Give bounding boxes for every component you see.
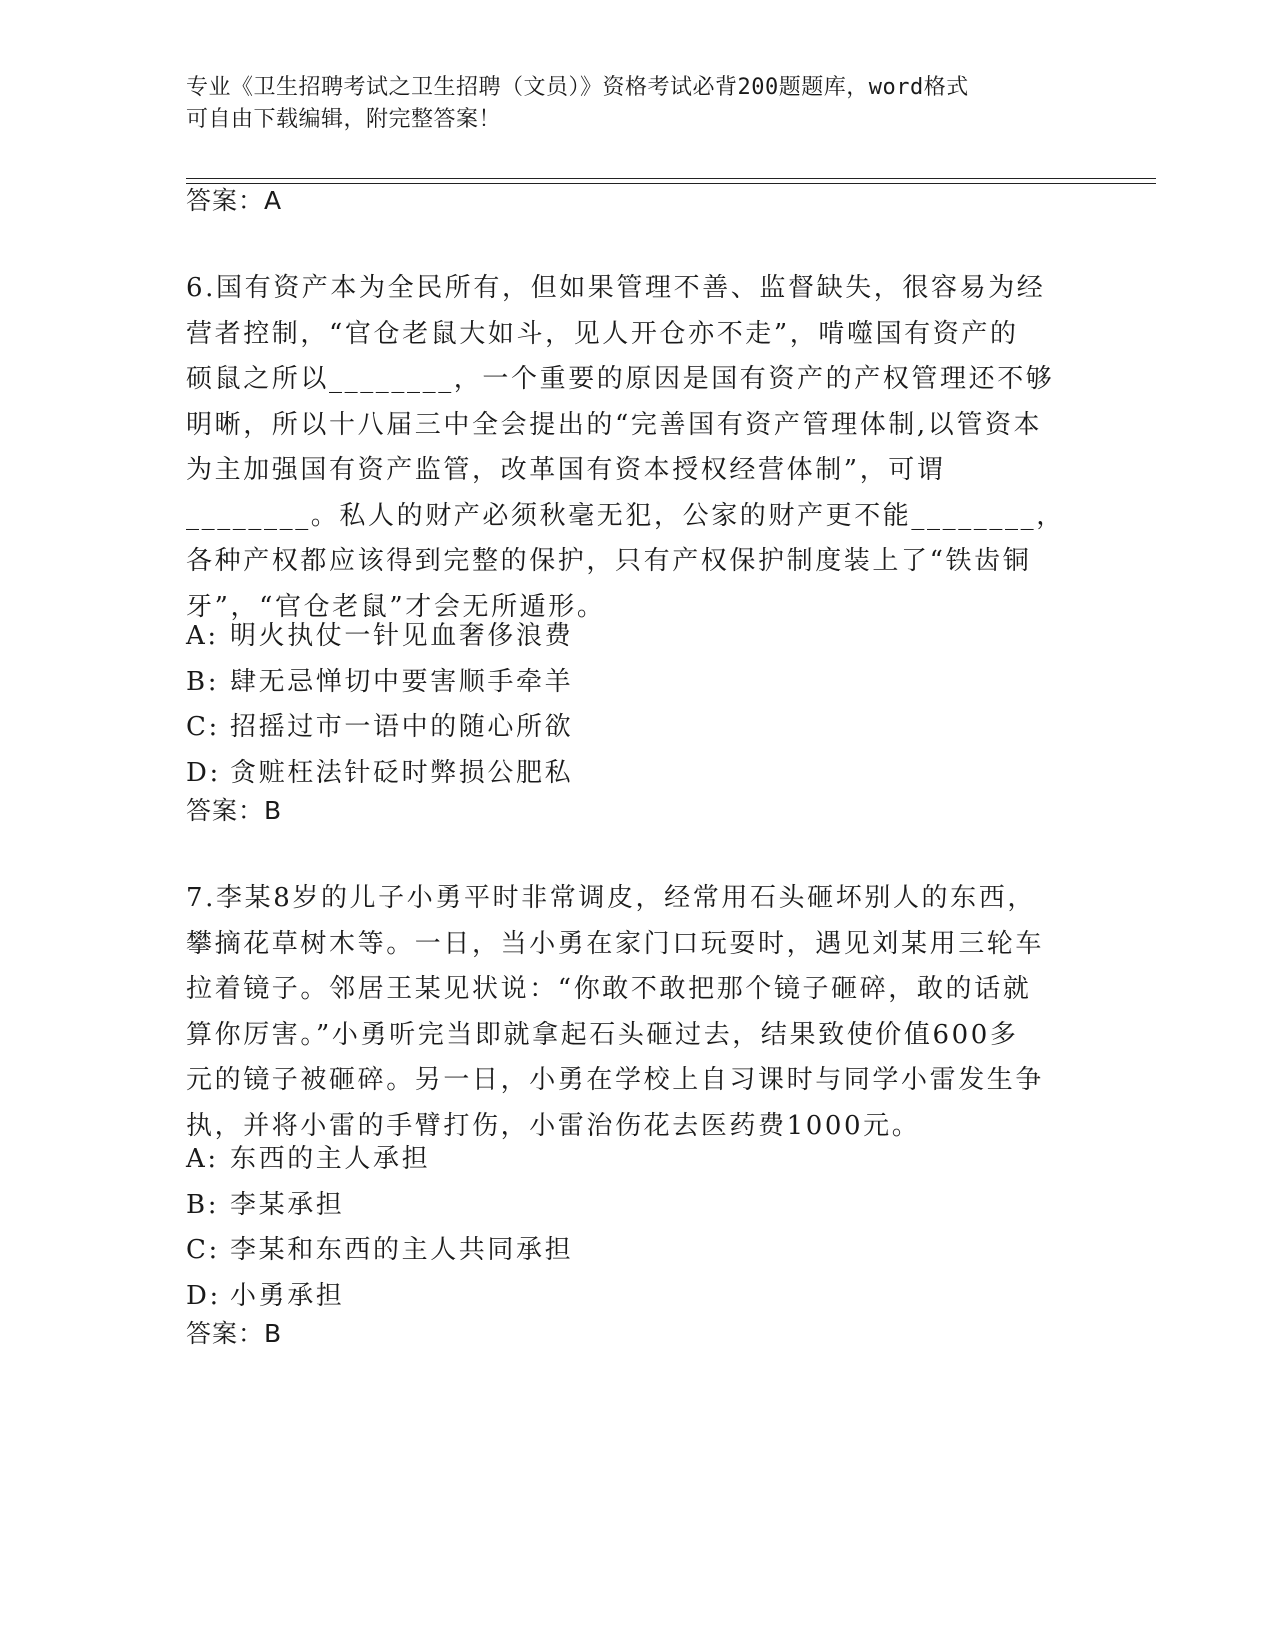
option-c [186,1228,573,1274]
question-line: 拉着镜子。邻居王某见状说：“你敢不敢把那个镜子砸碎，敢的话就 [186,974,1032,1004]
option-key: B: [186,666,220,697]
question-line: 执，并将小雷的手臂打伤，小雷治伤花去医药费1000元。 [186,1110,921,1141]
option-text: 明火执仗一针见血奢侈浪费 [230,621,574,651]
option-b [186,1183,573,1229]
question-line: ________。私人的财产必须秋毫无犯，公家的财产更不能________， [186,500,1065,531]
header-divider-bottom [186,183,1156,184]
question-7-text [186,876,1076,1149]
option-a [186,614,573,660]
previous-answer: 答案：A [186,186,283,215]
question-line: 营者控制，“官仓老鼠大如斗，见人开仓亦不走”，啃噬国有资产的 [186,318,1019,349]
option-text: 东西的主人承担 [230,1144,431,1174]
option-b [186,660,573,706]
option-key: A: [186,621,219,651]
question-line: 各种产权都应该得到完整的保护，只有产权保护制度装上了“铁齿铜 [186,546,1032,576]
question-7-options [186,1137,573,1319]
option-c [186,705,573,751]
question-6-options [186,614,573,796]
question-line: 算你厉害。”小勇听完当即就拿起石头砸过去，结果致使价值600多 [186,1019,1019,1050]
option-a [186,1137,573,1183]
option-text: 贪赃枉法针砭时弊损公肥私 [230,757,574,788]
option-key: D: [186,757,221,788]
option-text: 李某和东西的主人共同承担 [230,1235,574,1265]
question-7-answer: 答案：B [186,1319,283,1348]
option-text: 招摇过市一语中的随心所欲 [230,712,574,742]
question-line: 牙”，“官仓老鼠”才会无所遁形。 [186,591,606,622]
option-key: C: [186,1235,220,1265]
question-line: 7.李某8岁的儿子小勇平时非常调皮，经常用石头砸坏别人的东西， [186,883,1036,913]
question-6-text [186,266,1076,630]
question-line: 攀摘花草树木等。一日，当小勇在家门口玩耍时，遇见刘某用三轮车 [186,928,1045,959]
option-text: 小勇承担 [230,1280,345,1311]
option-d [186,751,573,797]
option-text: 李某承担 [230,1189,345,1220]
question-6-answer: 答案：B [186,796,283,825]
header-divider-top [186,178,1156,179]
question-line: 为主加强国有资产监管，改革国有资本授权经营体制”，可谓 [186,455,946,485]
header-line-1: 专业《卫生招聘考试之卫生招聘（文员）》资格考试必背200题题库，word格式 [186,75,969,100]
option-key: A: [186,1144,219,1174]
option-d [186,1274,573,1320]
option-key: C: [186,712,220,742]
question-line: 元的镜子被砸碎。另一日，小勇在学校上自习课时与同学小雷发生争 [186,1065,1045,1095]
question-line: 明晰，所以十八届三中全会提出的“完善国有资产管理体制,以管资本 [186,409,1043,440]
header-line-2: 可自由下载编辑，附完整答案！ [186,107,502,132]
question-line: 硕鼠之所以________，一个重要的原因是国有资产的产权管理还不够 [186,364,1055,394]
option-text: 肆无忌惮切中要害顺手牵羊 [230,666,574,697]
option-key: D: [186,1280,221,1311]
document-header [186,72,1066,136]
option-key: B: [186,1189,220,1220]
question-line: 6.国有资产本为全民所有，但如果管理不善、监督缺失，很容易为经 [186,273,1046,303]
